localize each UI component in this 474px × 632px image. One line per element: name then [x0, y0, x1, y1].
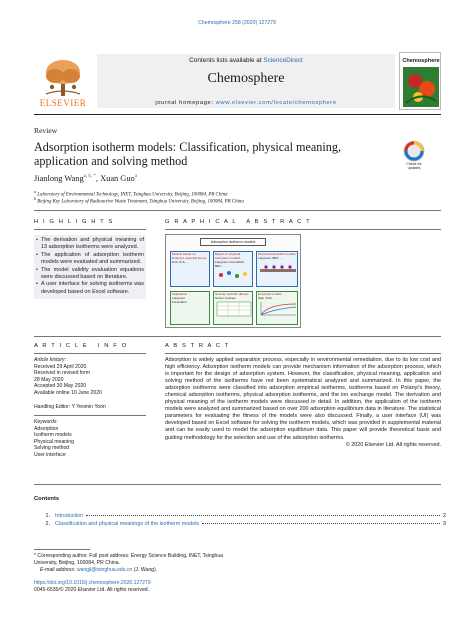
history-item: 28 May 2020 — [34, 376, 64, 383]
ga-box — [170, 291, 210, 325]
toc-row[interactable] — [34, 521, 446, 527]
ga-box-title: Physical adsorption models — [258, 252, 296, 256]
elsevier-logo[interactable] — [34, 54, 92, 110]
list-item: • A user interface for solving isotherms was developed based on Excel software. — [36, 281, 144, 296]
keywords-label: Keywords: — [34, 419, 58, 425]
email-link[interactable]: wangjl@tsinghua.edu.cn — [76, 567, 133, 573]
ga-box-line: Langmuir, BET, ... — [258, 255, 283, 260]
journal-homepage — [97, 100, 395, 106]
email-line — [34, 567, 157, 574]
keywords — [34, 419, 74, 459]
journal-citation[interactable]: Chemosphere 258 (2020) 127279 — [198, 20, 276, 26]
toc-leader — [86, 515, 440, 516]
abstract-copyright: © 2020 Elsevier Ltd. All rights reserved. — [345, 441, 441, 448]
article-type: Review — [34, 126, 58, 135]
ga-box-line: Freundlich — [172, 299, 187, 304]
article-title: Adsorption isotherm models: Classification, physical meaning, application and solving method — [34, 140, 342, 169]
contents-prefix: Contents lists available at — [189, 57, 264, 64]
abstract-heading: A B S T R A C T — [165, 343, 230, 349]
author-marks[interactable]: a, b, * — [83, 174, 96, 180]
ga-box-line: Langmuir — [172, 295, 185, 300]
affiliation — [34, 196, 244, 205]
ga-box — [213, 291, 253, 325]
article-info-heading: A R T I C L E I N F O — [34, 343, 128, 349]
contents-divider — [34, 484, 441, 485]
ga-box-title: Empirical models — [258, 292, 282, 296]
homepage-prefix: journal homepage: — [155, 100, 216, 106]
corresponding-author-note: * Corresponding author. Full post address: Energy Science Building, INET, Tsinghua University, Beijing, 100084, PR China. — [34, 553, 224, 566]
toc-row[interactable] — [34, 513, 446, 519]
list-item: • The application of adsorption isotherm models were evaluated and summarized. — [36, 252, 144, 267]
ga-box — [256, 291, 298, 325]
toc-leader — [202, 523, 440, 524]
journal-cover[interactable] — [399, 52, 441, 110]
article-info-rule — [34, 353, 146, 354]
ga-surface-icon — [258, 261, 298, 273]
ga-isotherm-plot-icon — [258, 301, 298, 317]
ga-box-line: D-R, D-A, ... — [172, 259, 189, 264]
author-name[interactable]: Xuan Guo — [100, 174, 135, 183]
list-item: • The model validity evaluation equations were discussed based on literature. — [36, 267, 144, 282]
ga-molecule-icon — [215, 269, 253, 281]
ga-box — [213, 251, 253, 287]
ga-box-title: Application — [172, 292, 188, 296]
handling-editor: Handling Editor: Y Yeomin Yoon — [34, 404, 106, 410]
abstract-text: Adsorption is widely applied separation process, especially in environmental remediation, due to its low cost and high efficiency. Adsorption isotherm models can provide mechanism information of the adsorption process, which is important for the design of adsorption system. However, the classification, physical meaning, application and solving method of the isotherms have not been systematical analyzed and summarized. In this paper, the adsorption isotherms were classified into adsorption empirical isotherms, isotherms based on Polanyi's theory, chemical adsorption isotherms, physical adsorption isotherms, and the ion exchange model. The derivation and physical meaning of the isotherm models were discussed in detail. In addition, the application of the isotherm models were analyzed and summarized based on over 200 adsorption equilibrium data in literature. The statistical parameters for evaluating the fitness of the models were also discussed. Finally, a user interface (UI) was developed based on Excel software for solving the isotherm models, which was provided in supplemental material and can be easily used to model the adsorption equilibrium data. This paper will provide theoretical basis and guiding methodology for the selection and use of the adsorption isotherms. — [165, 357, 441, 441]
author-list — [34, 174, 137, 183]
graphical-abstract-heading: G R A P H I C A L A B S T R A C T — [165, 219, 312, 225]
badge-line2: updates — [407, 166, 421, 171]
keywords-rule — [34, 415, 146, 416]
article-info-divider — [34, 336, 441, 337]
elsevier-wordmark: ELSEVIER — [39, 98, 87, 108]
toc-page: 3 — [443, 521, 446, 527]
check-for-updates-badge[interactable] — [402, 140, 426, 172]
keyword: User interface — [34, 451, 66, 458]
affiliation-divider — [34, 210, 441, 211]
history-item: Available online 10 June 2020 — [34, 389, 102, 396]
email-label: E-mail address: — [40, 567, 77, 573]
ga-spreadsheet-icon — [215, 301, 253, 317]
contents-heading: Contents — [34, 496, 60, 502]
history-label: Article history: — [34, 357, 66, 363]
email-suffix: (J. Wang). — [132, 567, 158, 573]
toc-number: 2. — [45, 521, 50, 527]
header-divider — [34, 114, 441, 115]
ga-box — [170, 251, 210, 287]
cover-title: Chemosphere — [402, 58, 440, 64]
toc-page: 2 — [443, 513, 446, 519]
toc-number: 1. — [45, 513, 50, 519]
issn-line: 0045-6535/© 2020 Elsevier Ltd. All rights reserved. — [34, 587, 150, 593]
toc-title[interactable]: Classification and physical meanings of the isotherm models — [55, 521, 200, 527]
sciencedirect-link[interactable]: ScienceDirect — [263, 57, 303, 64]
list-item: • The derivation and physical meaning of 13 adsorption isotherms were analyzed. — [36, 237, 144, 252]
ga-box-title: Based on physical adsorption models — [215, 252, 241, 260]
highlights-heading: H I G H L I G H T S — [34, 219, 114, 225]
graphical-abstract-rule — [165, 229, 441, 230]
check-updates-icon — [402, 140, 426, 162]
keyword: Solving method — [34, 445, 70, 452]
affiliation-mark: b — [34, 196, 37, 201]
doi-link[interactable]: https://doi.org/10.1016/j.chemosphere.2020.127279 — [34, 580, 151, 586]
history-item: Received in revised form — [34, 370, 91, 377]
keyword: Adsorption — [34, 425, 59, 432]
journal-title: Chemosphere — [207, 71, 285, 86]
history-item: Accepted 30 May 2020 — [34, 383, 87, 390]
article-history — [34, 357, 102, 397]
footnote-rule — [34, 549, 90, 550]
ga-box-line: Langmuir, Freundlich, BET, ... — [215, 259, 245, 268]
homepage-link[interactable]: www.elsevier.com/locate/chemosphere — [215, 100, 337, 106]
cover-artwork-icon — [400, 67, 442, 111]
affiliation-text: Laboratory of Environmental Technology, INET, Tsinghua University, Beijing, 100084, PR China — [37, 192, 228, 198]
abstract-body — [165, 357, 441, 449]
affiliation-text: Beijing Key Laboratory of Radioactive Waste Treatment, Tsinghua University, Beijing, 100084, PR China — [37, 199, 244, 205]
keyword: Isotherm models — [34, 432, 72, 439]
author-marks[interactable]: a — [134, 174, 137, 180]
highlights-rule — [34, 229, 146, 230]
author-name[interactable]: Jianlong Wang — [34, 174, 84, 183]
ga-box-line: Sips, Toth, ... — [258, 295, 276, 300]
badge-line1: Check for — [406, 162, 422, 166]
toc-title[interactable]: Introduction — [55, 513, 84, 519]
ga-box-line: Solver, Frames — [215, 295, 236, 300]
author-separator: , — [95, 174, 101, 183]
ga-box-title: Models based on Polanyi's potential theory — [172, 252, 207, 260]
ga-top-label: Adsorption isotherm models — [200, 238, 266, 246]
history-item: Received 29 April 2020 — [34, 363, 87, 370]
graphical-abstract-figure[interactable] — [165, 234, 301, 328]
ga-box-title: Solving methods (Excel) — [215, 292, 249, 296]
keyword: Physical meaning — [34, 438, 74, 445]
badge-text — [398, 162, 430, 170]
highlights-list — [34, 235, 146, 299]
affiliation-mark: a — [34, 189, 37, 194]
ga-box — [256, 251, 298, 287]
abstract-rule — [165, 353, 441, 354]
contents-available-line — [97, 57, 395, 64]
